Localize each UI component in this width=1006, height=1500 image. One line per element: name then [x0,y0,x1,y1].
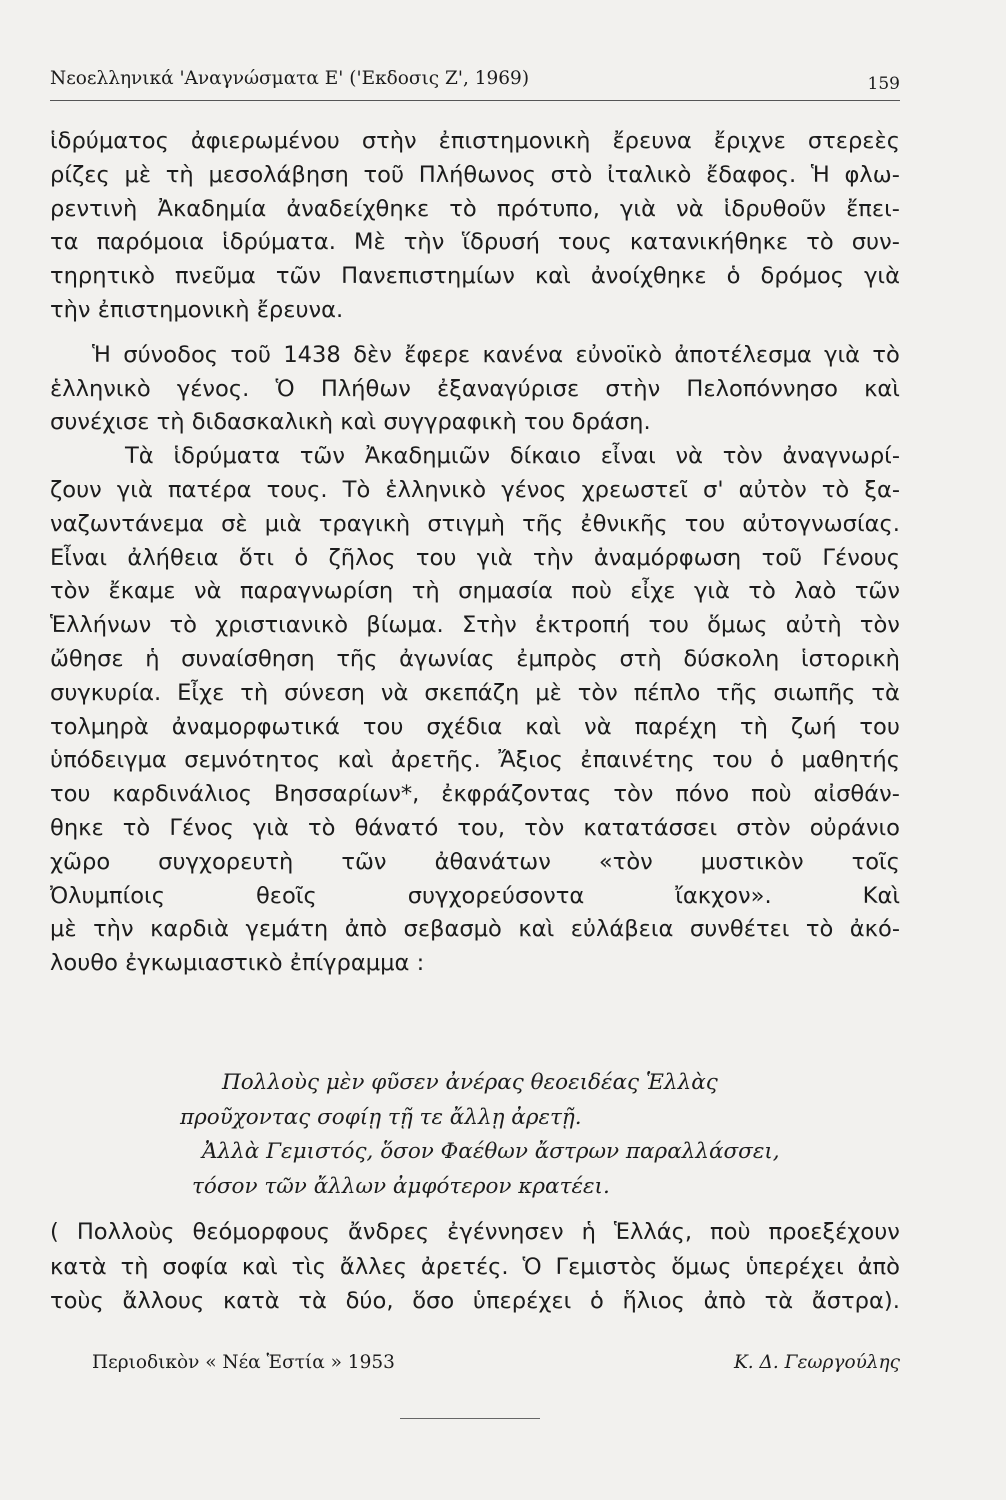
word: τὰ [871,679,900,706]
text-line [50,575,900,609]
word: μὲ [535,679,562,706]
word: ἱδρυθοῦν [723,195,826,222]
word: τα [50,229,79,256]
word: Γένους [822,544,900,571]
word: σὲ [221,510,248,537]
word: τὸ [748,578,776,605]
word: τὰ [298,1288,327,1314]
word: Ἄξιος [498,747,563,774]
word: μὲ [124,161,152,188]
word: οὐράνιο [809,814,900,841]
word: Τὰ [125,443,154,470]
word: πέπλο [633,679,701,706]
word: δύσκολη [683,645,780,672]
word: ἱστορικὴ [800,645,900,672]
word: νὰ [194,578,222,605]
word: δρόμος [760,263,844,290]
word: μυστικὸν [700,848,804,875]
word: γιὰ [476,544,513,571]
word: φλω- [844,161,900,188]
word: αὐτὸν [738,476,807,503]
word: του [859,713,900,740]
word: Ἑλλάς, [613,1219,693,1245]
text-line [50,812,900,846]
word: Τὸ [342,476,371,503]
word: ἐκτροπή [535,612,631,639]
word: ὁ [589,1288,604,1314]
word: ἱδρύματα. [222,229,336,256]
word: ἀγωνίας [399,645,495,672]
word: τηρητικὸ [50,263,155,290]
text-line [50,643,900,677]
word: καὶ [518,916,555,943]
word: ρίζες [50,161,110,188]
word: σύνεση [284,679,365,706]
word: ἡ [581,1219,596,1245]
word: τῆς [716,679,758,706]
word: τὸν [50,578,91,605]
word: ἰταλικὸ [607,161,692,188]
word: χρεωστεῖ [581,476,688,503]
text-line [50,193,900,227]
word: ὅμως [707,612,768,639]
text-line [50,339,900,373]
word: ἑλληνικὸ [50,375,151,402]
word: στὸ [550,161,593,188]
word: ζῆλος [328,544,396,571]
word: ἀναμόρφωση [593,544,742,571]
word: ἱδρύματα [173,443,281,470]
word: ὅτι [238,544,274,571]
word: τὴ [740,713,768,740]
text-line [50,677,900,711]
word: σκεπάζη [424,679,520,706]
word: κανένα [482,341,564,368]
word: τὸ [449,195,477,222]
word: ἀλήθεια [127,544,219,571]
word: ἔριχνε [713,128,786,154]
word: ὁ [726,263,741,290]
text-line [50,294,900,328]
word: τὴ [411,578,440,605]
word: μιὰ [264,510,302,537]
translation [50,1215,900,1319]
word: πόνο [675,781,730,808]
word: ἐξαναγύρισε [437,375,580,402]
word: Καὶ [862,882,900,909]
word: τὸ [805,916,834,943]
word: χῶρο [50,848,111,875]
word: τραγικὴ [318,510,411,537]
word: νὰ [584,713,612,740]
word: αἰσθάν- [813,781,900,808]
word: καὶ [534,263,571,290]
word: ποὺ [571,578,612,605]
word: τὸν [577,679,618,706]
word: ἔφερε [404,341,471,368]
text-line [50,226,900,260]
word: παραγνωρίση [239,578,394,605]
word: θεόμορφους [192,1219,330,1245]
word: Γένος [169,814,234,841]
word: καὶ [241,1253,278,1280]
word: του [712,747,753,774]
word: Βησσαρίων*, [273,781,420,808]
word: τὸ [872,341,900,368]
word: ἀπὸ [344,916,388,943]
text-line [50,778,900,812]
word: στὴ [619,645,662,672]
word: ἐμπρὸς [516,645,598,672]
word: παρέχη [634,713,718,740]
text-line [50,373,900,407]
word: τὶς [291,1253,327,1280]
word: συναίσθηση [181,645,315,672]
epigram-line: Ἀλλὰ Γεμιστός, ὅσον Φαέθων ἄστρων παραλλάσσει, [202,1139,780,1164]
word: τὴ [165,161,194,188]
text-line [50,260,900,294]
word: γιὰ [824,341,861,368]
text-line [50,125,900,159]
line-text: τὴν ἐπιστημονικὴ ἔρευνα. [50,296,344,323]
word: γιὰ [253,814,289,841]
word: τὴν [93,916,134,943]
word: τοῦ [230,341,271,368]
word: ἑλληνικὸ [385,476,487,503]
word: πνεῦμα [175,263,256,290]
text-line [50,846,900,880]
line-text: λουθο ἐγκωμιαστικὸ ἐπίγραμμα : [50,950,425,977]
translation-line [50,1250,900,1285]
word: νὰ [675,443,703,470]
word: καὶ [337,747,374,774]
word: γιὰ [620,195,656,222]
text-line [50,711,900,745]
word: του [50,781,91,808]
word: ἴακχον». [675,882,772,909]
word: ἔπει- [846,195,900,222]
word: ζουν [50,476,102,503]
word: ὑπερέχει [472,1288,572,1314]
word: μαθητής [801,747,900,774]
source-citation: Περιοδικὸν « Νέα Ἑστία » 1953 [92,1352,395,1373]
word: βίωμα. [366,612,444,639]
word: γεμάτη [245,916,329,943]
word: ὑπόδειγμα [50,747,167,774]
word: θεοῖς [255,882,317,909]
translation-line [50,1284,900,1319]
word: τῶν [854,578,900,605]
word: ἐγέννησεν [447,1219,564,1245]
word: ἵδρυσή [462,229,540,256]
word: ὅσο [412,1288,455,1314]
word: στὴν [361,128,417,154]
word: Ἑλλήνων [50,612,152,639]
epigram-line: προῦχοντας σοφίῃ τῇ τε ἄλλῃ ἀρετῇ. [180,1104,582,1130]
word: τὸ [821,476,850,503]
word: τὸν [524,814,565,841]
word: ποὺ [751,781,792,808]
word: θάνατό [354,814,439,841]
word: σεμνότητος [184,747,321,774]
word: συν- [851,229,900,256]
word: ἀποτέλεσμα [674,341,812,368]
word: μεσολάβηση [208,161,349,188]
text-line [50,406,900,440]
word: τὸν [859,612,900,639]
word: κατανικήθηκε [629,229,789,256]
word: λαὸ [794,578,837,605]
translation-line [50,1215,900,1250]
word: σεβασμὸ [403,916,502,943]
word: ἄλλες [339,1253,408,1280]
word: τὸ [308,814,336,841]
word: τὰ [764,1288,794,1314]
word: τῆς [522,510,564,537]
word: σημασία [458,578,553,605]
word: καὶ [525,713,562,740]
word: εἶναι [600,443,656,470]
word: τὸ [122,814,151,841]
word: δύο, [345,1288,394,1314]
word: Εἶχε [177,679,225,706]
word: συγχορεύσοντα [407,882,585,909]
word: Πανεπιστημίων [341,263,515,290]
word: στὴν [605,375,661,402]
word: ὤθησε [50,645,124,672]
attribution [92,1352,900,1382]
text-line [50,440,900,474]
word: μὲ [50,916,77,943]
word: τὴν [532,544,574,571]
word: συγκυρία. [50,679,162,706]
word: γένος. [176,375,250,402]
word: «τὸν [598,848,653,875]
word: του [415,544,457,571]
word: ὁ [294,544,309,571]
word: τὴ [240,679,269,706]
text-line [50,474,900,508]
main-text [50,125,900,981]
word: τὴ [120,1253,149,1280]
word: ὑπερέχει [745,1253,844,1280]
text-line [50,744,900,778]
word: Ἀκαδημιῶν [364,443,491,470]
word: σ' [703,476,724,503]
word: ναζωντάνεμα [50,510,204,537]
word: νὰ [380,679,409,706]
word: γένος [501,476,567,503]
word: του [684,510,726,537]
word: δὲν [353,341,392,368]
text-line [50,947,900,981]
text-line [50,508,900,542]
word: Ἡ [92,341,111,368]
word: κατατάσσει [583,814,718,841]
word: του, [457,814,506,841]
word: παρόμοια [96,229,204,256]
word: τὸ [806,229,834,256]
word: κατὰ [50,1253,107,1280]
word: Μὲ [353,229,386,256]
author-name: Κ. Δ. Γεωργούλης [733,1352,900,1373]
word: τῆς [336,645,378,672]
word: Πελοπόννησο [686,375,838,402]
word: δίκαιο [509,443,581,470]
word: τὸν [722,443,763,470]
word: συγχορευτὴ [158,848,294,875]
word: Ὁ [522,1253,542,1280]
word: ἀφιερωμένου [190,128,340,154]
text-line [50,542,900,576]
word: συνθέτει [689,916,790,943]
word: ἄστρα). [811,1288,900,1314]
word: ἀθανάτων [434,848,551,875]
word: πατέρα [167,476,252,503]
word: ὁ [770,747,784,774]
word: σοφία [162,1253,228,1280]
word: χριστιανικὸ [215,612,349,639]
word: αὐτογνωσίας. [742,510,900,537]
word: ἐπιστημονικὴ [438,128,591,154]
word: σύνοδος [123,341,219,368]
word: πρότυπο, [496,195,600,222]
word: ἐκφράζοντας [441,781,592,808]
word: καρδινάλιος [112,781,253,808]
text-line [50,159,900,193]
word: Εἶναι [50,544,108,571]
word: αὐτὴ [785,612,842,639]
word: ἀναδείχθηκε [286,195,430,222]
word: Ἡ [810,161,830,188]
word: ἄλλους [122,1288,205,1314]
word: ἱδρύματος [50,128,169,154]
word: τοῦ [761,544,803,571]
word: ἔδαφος. [706,161,797,188]
word: τοὺς [50,1288,104,1314]
word: ἀναγνωρί- [782,443,900,470]
word: τοῖς [851,848,900,875]
page-number: 159 [867,74,900,94]
word: Ὁ [275,375,295,402]
word: ἀρετές. [420,1253,509,1280]
word: τῶν [299,443,345,470]
word: κατὰ [222,1288,280,1314]
word: ἀναμορφωτικά [171,713,340,740]
word: Πλήθωνος [418,161,536,188]
word: ἔρευνα [612,128,692,154]
epigram-line: τόσον τῶν ἄλλων ἀμφότερον κρατέει. [192,1173,610,1199]
word: τὸ [169,612,197,639]
word: γιὰ [693,578,730,605]
word: τὸν [613,781,654,808]
word: γιὰ [864,263,900,290]
word: στιγμὴ [427,510,505,537]
word: στὸν [736,814,791,841]
word: Γεμιστὸς [555,1253,658,1280]
word: θηκε [50,814,104,841]
word: νὰ [676,195,704,222]
word: Στὴν [461,612,517,639]
word: στερεὲς [807,128,900,154]
word: ζωή [790,713,837,740]
word: ἔκαμε [108,578,176,605]
word: τολμηρὰ [50,713,149,740]
word: εὐνοϊκὸ [575,341,663,368]
text-line [50,913,900,947]
word: Ἀκαδημία [157,195,267,222]
word: εἶχε [630,578,676,605]
word: του [362,713,404,740]
word: ἀκό- [849,916,900,943]
word: τους. [266,476,328,503]
word: καὶ [864,375,900,402]
word: καρδιὰ [150,916,229,943]
word: ἐθνικῆς [580,510,668,537]
footnote-rule [400,1418,540,1419]
word: σχέδια [426,713,503,740]
text-line [50,880,900,914]
word: ὅμως [671,1253,732,1280]
word: τῶν [341,848,387,875]
word: ξα- [864,476,900,503]
word: τὴν [403,229,445,256]
word: ἀπὸ [703,1288,746,1314]
header-rule [50,100,900,101]
line-text: συνέχισε τὴ διδασκαλικὴ καὶ συγγραφικὴ του δράση. [50,409,651,436]
book-title: Νεοελληνικά 'Αναγνώσματα Ε' ('Εκδοσις Ζ', 1969) [50,68,530,89]
word: ( [50,1219,59,1245]
word: Πολλοὺς [76,1219,175,1245]
word: τους [558,229,612,256]
word: γιὰ [116,476,153,503]
word: ἡ [145,645,160,672]
word: ἀρετῆς. [390,747,481,774]
word: 1438 [283,341,341,368]
word: Πλήθων [320,375,411,402]
word: ρεντινὴ [50,195,138,222]
word: ἐπαινέτης [580,747,695,774]
word: ἥλιος [622,1288,685,1314]
word: τῶν [275,263,322,290]
word: ἀνοίχθηκε [590,263,707,290]
word: του [648,612,689,639]
epigram [180,1066,880,1204]
word: ἀπὸ [857,1253,900,1280]
word: προεξέχουν [768,1219,900,1245]
epigram-line: Πολλοὺς μὲν φῦσεν ἀνέρας θεοειδέας Ἑλλὰς [222,1070,718,1095]
word: τοῦ [363,161,405,188]
word: εὐλάβεια [570,916,674,943]
word: Ὀλυμπίοις [50,882,165,909]
word: ἄνδρες [347,1219,430,1245]
running-header [50,62,900,98]
text-line [50,609,900,643]
word: σιωπῆς [773,679,856,706]
word: ποὺ [710,1219,751,1245]
